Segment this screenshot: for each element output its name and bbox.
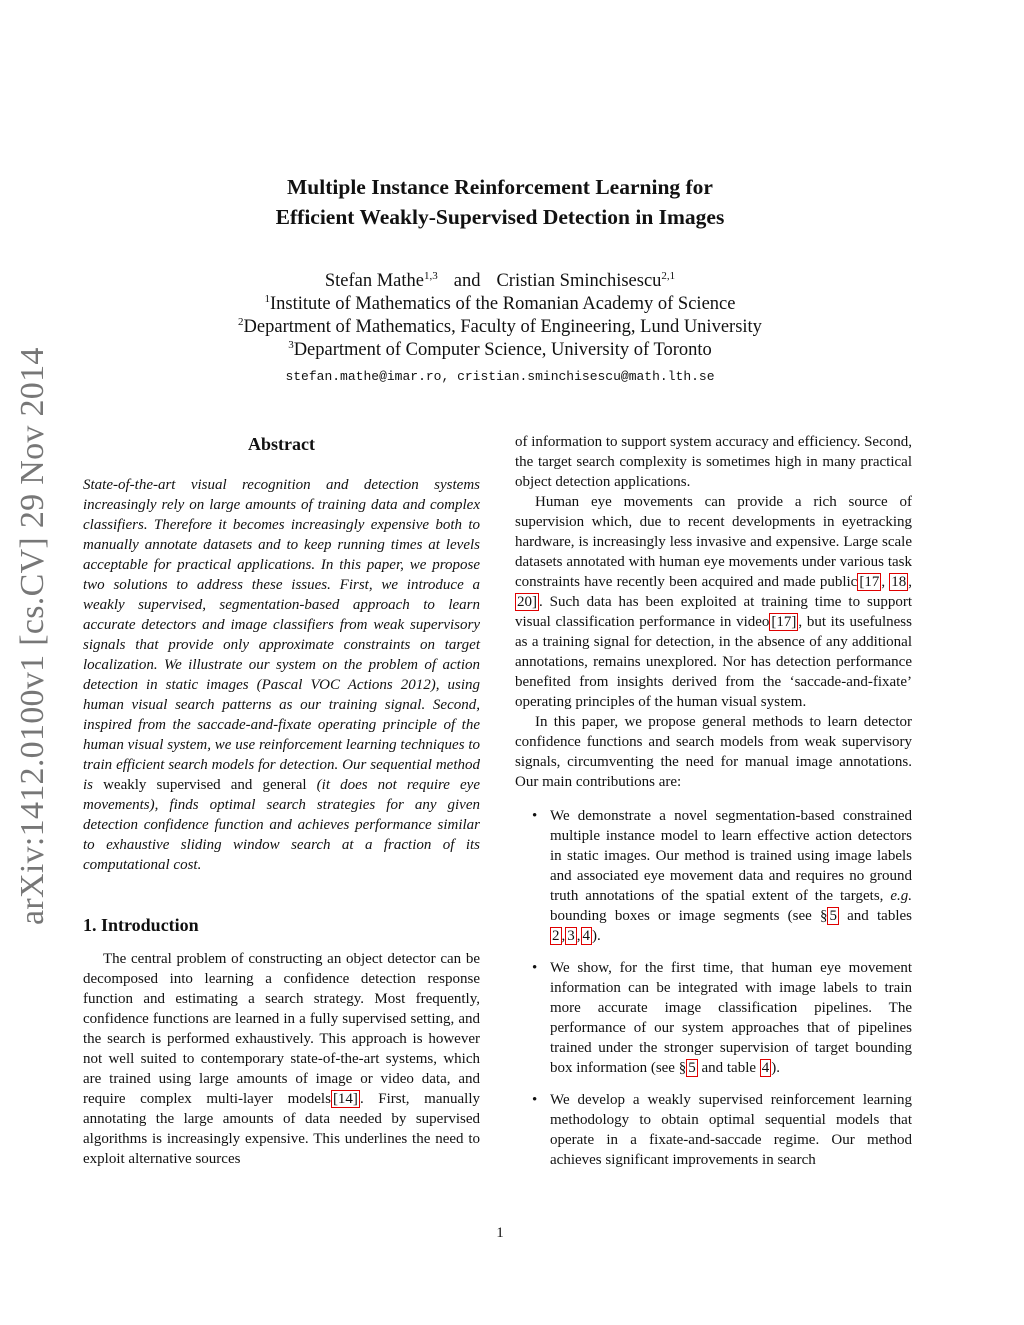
author-2: Cristian Sminchisescu	[496, 271, 662, 291]
section-link[interactable]: 5	[688, 1060, 696, 1076]
table-link[interactable]: 2	[552, 928, 560, 944]
author-1: Stefan Mathe	[324, 271, 424, 291]
table-link[interactable]: 4	[582, 928, 590, 944]
intro-paragraph-1: The central problem of constructing an object detector can be decomposed into learning a confidence detection response function and estimating a search strategy. Most frequently, confidence functions are learned in a fully supervised setting, and the search is performed exhaustively. This approach is however not well suited to contemporary state-of-the-art systems, which are trained using large amounts of image or video data, and require complex multi-layer models [14] . First, manually annotating the large amounts of data needed by supervised algorithms is increasingly expensive. This underlines the need to exploit alternative sources	[83, 951, 480, 1167]
bullet-icon: •	[532, 808, 538, 824]
title-line-2: Efficient Weakly-Supervised Detection in Images	[275, 205, 725, 229]
affiliation-3: $^3$Department of Computer Science, University of Toronto	[288, 339, 712, 360]
contributions-list	[515, 806, 912, 1170]
affiliation-2: $^2$Department of Mathematics, Faculty of Engineering, Lund University	[238, 316, 762, 337]
list-item: • We develop a weakly supervised reinforcement learning methodology to obtain optimal sequential models that operate in a fixate-and-saccade regime. Our method achieves significant improvements in search	[532, 1092, 912, 1168]
introduction-heading: 1. Introduction	[83, 915, 199, 935]
bullet-icon: •	[532, 960, 538, 976]
bullet-icon: •	[532, 1092, 538, 1108]
author-emails: stefan.mathe@imar.ro, cristian.sminchisescu@math.lth.se	[285, 369, 715, 384]
title-line-1: Multiple Instance Reinforcement Learning for	[287, 175, 713, 199]
left-column	[83, 432, 480, 1169]
citation-link[interactable]: [14]	[332, 1091, 358, 1107]
author-block	[0, 270, 1000, 388]
citation-link[interactable]: 18	[891, 574, 907, 590]
citation-link[interactable]: [17]	[771, 614, 797, 630]
author-1-affil: 1,3	[423, 270, 438, 282]
author-2-affil: 2,1	[661, 270, 676, 282]
paper-title	[0, 172, 1000, 232]
abstract-text: State-of-the-art visual recognition and detection systems increasingly rely on large amounts of training data and complex classifiers. Therefore it becomes increasingly expensive both to manually annotate datasets and to keep running times at levels acceptable for practical applications. In this paper, we propose two solutions to address these issues. First, we introduce a weakly supervised, segmentation-based approach to learn accurate detectors and image classifiers from weak supervisory signals that provide only approximate constraints on target localization. We illustrate our system on the problem of action detection in static images (Pascal VOC Actions 2012), using human visual search patterns as our training signal. Second, inspired from the saccade-and-fixate operating principle of the human visual system, we use reinforcement learning techniques to train efficient search models for detection. Our sequential method is weakly supervised and general (it does not require eye movements), finds optimal search strategies for any given detection confidence function and achieves performance similar to exhaustive sliding window search at a fraction of its computational cost.	[83, 477, 480, 873]
author-names	[0, 270, 1000, 293]
author-conjunction: and	[453, 271, 481, 291]
intro-paragraph-3: In this paper, we propose general methods to learn detector confidence functions and search models from weak supervisory signals, circumventing the need for manual image annotations. Our main contributions are:	[515, 714, 912, 790]
section-link[interactable]: 5	[829, 908, 837, 924]
list-item: • We demonstrate a novel segmentation-based constrained multiple instance model to learn effective action detectors in static images. Our method is trained using image labels and associated eye movement data and requires no ground truth annotations of the spatial extent of the targets, e.g. bounding boxes or image segments (see § 5 and tables 2 , 3 , 4 ).	[532, 808, 912, 944]
arxiv-identifier: arXiv:1412.0100v1 [cs.CV] 29 Nov 2014	[14, 347, 51, 925]
list-item: • We show, for the first time, that human eye movement information can be integrated with image labels to train more accurate image classification pipelines. The performance of our system approaches that of pipelines trained under the stronger supervision of target bounding box information (see § 5 and table 4 ).	[532, 960, 912, 1076]
citation-link[interactable]: [17	[859, 574, 880, 590]
affiliation-1: $^1$Institute of Mathematics of the Romanian Academy of Science	[264, 293, 736, 314]
table-link[interactable]: 4	[761, 1060, 770, 1076]
abstract-heading: Abstract	[248, 434, 315, 454]
table-link[interactable]: 3	[567, 928, 575, 944]
citation-link[interactable]: 20]	[517, 594, 537, 610]
page-number: 1	[496, 1225, 504, 1241]
intro-continuation: of information to support system accuracy and efficiency. Second, the target search complexity is sometimes high in many practical object detection applications.	[515, 434, 912, 490]
right-column	[515, 432, 912, 1182]
intro-paragraph-2: Human eye movements can provide a rich source of supervision which, due to recent developments in eyetracking hardware, is increasingly less invasive and expensive. Large scale datasets annotated with human eye movements under various task constraints have recently been acquired and made public [17 , 18 , 20] . Such data has been exploited at training time to support visual classification performance in video [17] , but its usefulness as a training signal for detection, in the absence of any additional annotations, remains unexplored. Nor has detection performance benefited from insights derived from the ‘saccade-and-fixate’ operating principles of the human visual system.	[515, 494, 912, 710]
